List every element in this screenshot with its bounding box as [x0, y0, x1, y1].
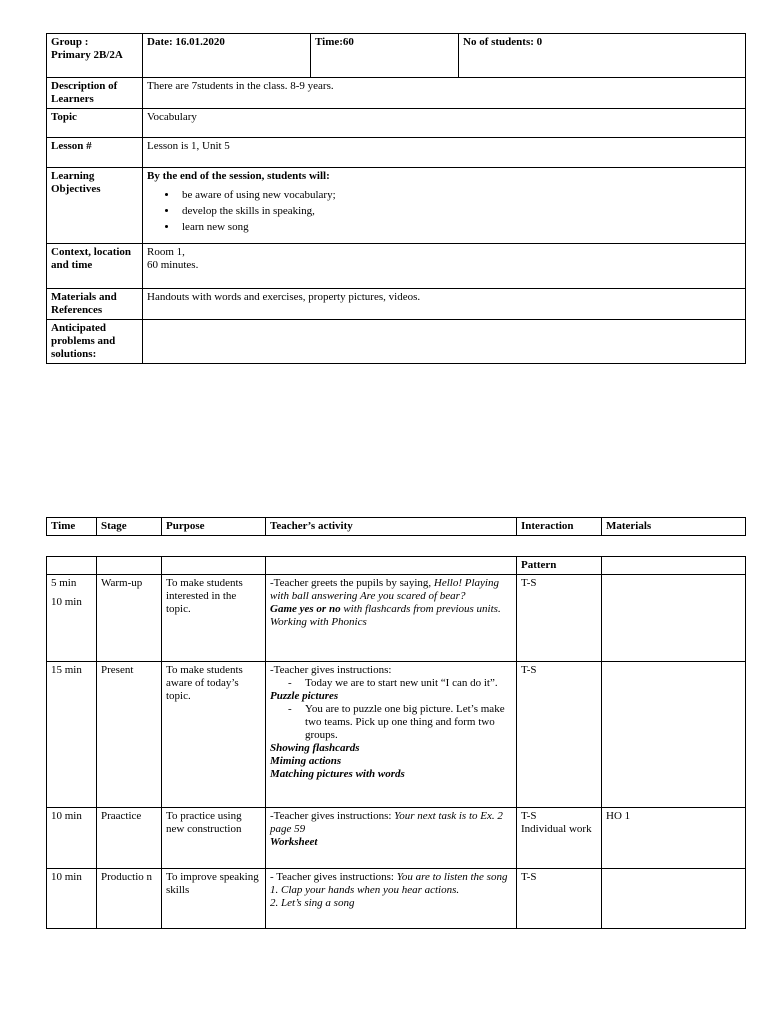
info-row [47, 78, 746, 109]
objectives-cell [143, 168, 746, 244]
row-label: Description of Learners [47, 78, 143, 109]
time-cell: 10 min [47, 869, 97, 929]
activity-list [270, 703, 512, 742]
row-label: Topic [47, 109, 143, 138]
objectives-heading: By the end of the session, students will: [147, 170, 330, 182]
empty-cell [162, 557, 266, 575]
pattern-row [47, 557, 746, 575]
purpose-cell: To make students aware of today’s topic. [162, 662, 266, 808]
list-item: - You are to puzzle one big picture. Let’s make two teams. Pick up one thing and form two groups. [301, 703, 512, 742]
header-cell: Purpose [162, 518, 266, 536]
info-header-row [47, 34, 746, 78]
group-label: Group : [51, 36, 89, 48]
problems-label: Anticipated problems and solutions: [47, 320, 143, 364]
list-item: - Today we are to start new unit “I can do it”. [301, 677, 512, 690]
plan-header-row [47, 518, 746, 536]
purpose-cell: To make students interested in the topic. [162, 575, 266, 662]
interaction-cell: T-S [517, 575, 602, 662]
stage-cell: Warm-up [97, 575, 162, 662]
info-row [47, 109, 746, 138]
materials-label: Materials and References [47, 289, 143, 320]
purpose-cell: To practice using new construction [162, 808, 266, 869]
stage-cell: Praactice [97, 808, 162, 869]
activity-text: 1. Clap your hands when you hear actions. [270, 884, 460, 896]
context-row [47, 244, 746, 289]
list-item: • learn new song [178, 219, 741, 235]
interaction-cell: T-S [517, 662, 602, 808]
stage-cell: Present [97, 662, 162, 808]
problems-value [143, 320, 746, 364]
plan-table [46, 556, 746, 929]
activity-text: with flashcards from previous units. [340, 603, 501, 615]
objectives-label: Learning Objectives [47, 168, 143, 244]
activity-heading: Worksheet [270, 836, 318, 848]
table-row [47, 808, 746, 869]
activity-text: Your next task is to Ex. 2 page 59 [270, 810, 503, 835]
activity-text: -Teacher gives instructions: [270, 810, 395, 822]
materials-value: Handouts with words and exercises, property pictures, videos. [143, 289, 746, 320]
activity-heading: Game yes or no [270, 603, 341, 615]
materials-cell [602, 662, 746, 808]
header-cell: Materials [602, 518, 746, 536]
row-value: Lesson is 1, Unit 5 [143, 138, 746, 168]
materials-row [47, 289, 746, 320]
interaction-value: T-S [521, 810, 537, 822]
activity-text: You are to listen the song [396, 871, 508, 883]
interaction-cell [517, 808, 602, 869]
activity-cell [266, 808, 517, 869]
group-value: Primary 2B/2A [51, 49, 123, 61]
header-cell: Stage [97, 518, 162, 536]
empty-cell [47, 557, 97, 575]
header-cell: Teacher’s activity [266, 518, 517, 536]
table-row [47, 869, 746, 929]
pattern-label: Pattern [517, 557, 602, 575]
activity-cell [266, 575, 517, 662]
row-value: There are 7students in the class. 8-9 years. [143, 78, 746, 109]
activity-text: 2. Let’s sing a song [270, 897, 355, 909]
date-cell: Date: 16.01.2020 [143, 34, 311, 78]
activity-text: Hello! Playing with ball answering Are you scared of bear? [270, 577, 499, 602]
info-row [47, 138, 746, 168]
activity-text: - Teacher gives instructions: [270, 871, 397, 883]
objectives-list [147, 187, 741, 235]
activity-heading: Matching pictures with words [270, 768, 405, 780]
activity-cell [266, 662, 517, 808]
students-cell: No of students: 0 [459, 34, 746, 78]
table-row [47, 575, 746, 662]
row-value: Vocabulary [143, 109, 746, 138]
time-cell: 15 min [47, 662, 97, 808]
purpose-cell: To improve speaking skills [162, 869, 266, 929]
time-value: 5 min [51, 577, 77, 589]
time-cell: Time:60 [311, 34, 459, 78]
stage-cell: Productio n [97, 869, 162, 929]
header-cell: Interaction [517, 518, 602, 536]
time-cell: 10 min [47, 808, 97, 869]
activity-text: -Teacher greets the pupils by saying, [270, 577, 434, 589]
materials-cell [602, 869, 746, 929]
objectives-row [47, 168, 746, 244]
list-item: • be aware of using new vocabulary; [178, 187, 741, 203]
activity-cell [266, 869, 517, 929]
activity-heading: Showing flashcards [270, 742, 360, 754]
table-row [47, 662, 746, 808]
header-cell: Time [47, 518, 97, 536]
lesson-info-table [46, 33, 746, 364]
context-line: Room 1, [147, 246, 185, 258]
activity-text: -Teacher gives instructions: [270, 664, 392, 676]
plan-header-table [46, 517, 746, 536]
empty-cell [602, 557, 746, 575]
list-item: • develop the skills in speaking, [178, 203, 741, 219]
row-label: Lesson # [47, 138, 143, 168]
materials-cell: HO 1 [602, 808, 746, 869]
context-label: Context, location and time [47, 244, 143, 289]
activity-text: Working with Phonics [270, 616, 367, 628]
context-cell [143, 244, 746, 289]
context-line: 60 minutes. [147, 259, 199, 271]
interaction-value: Individual work [521, 823, 592, 835]
time-cell [47, 575, 97, 662]
group-cell [47, 34, 143, 78]
activity-heading: Miming actions [270, 755, 342, 767]
empty-cell [97, 557, 162, 575]
interaction-cell: T-S [517, 869, 602, 929]
activity-heading: Puzzle pictures [270, 690, 339, 702]
problems-row [47, 320, 746, 364]
materials-cell [602, 575, 746, 662]
empty-cell [266, 557, 517, 575]
activity-list [270, 677, 512, 690]
time-value: 10 min [51, 596, 82, 608]
